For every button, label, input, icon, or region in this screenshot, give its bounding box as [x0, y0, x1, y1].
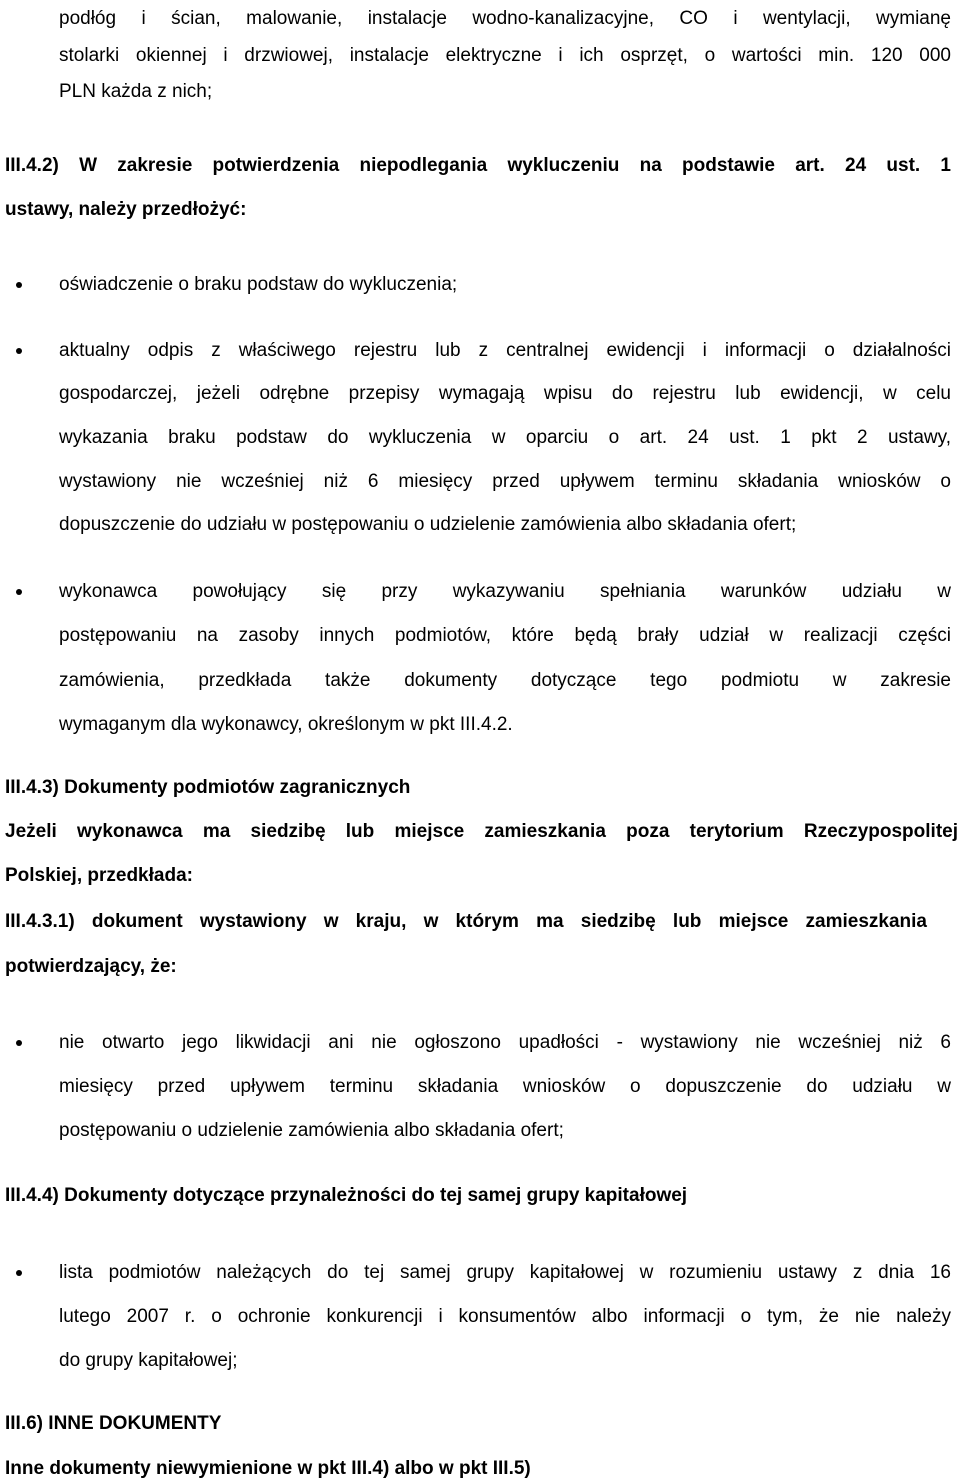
bullet-icon — [16, 1040, 22, 1046]
section-4-2-item-3-line-4: wymaganym dla wykonawcy, określonym w pkt III.4.2. — [59, 714, 513, 735]
section-4-2-item-3-line-1: wykonawca powołujący się przy wykazywaniu spełniania warunków udziału w — [59, 581, 951, 602]
section-4-2-item-2-line-1: aktualny odpis z właściwego rejestru lub z centralnej ewidencji i informacji o działalności — [59, 340, 951, 361]
section-4-2-item-2-line-3: wykazania braku podstaw do wykluczenia w oparciu o art. 24 ust. 1 pkt 2 ustawy, — [59, 427, 951, 448]
section-4-2-heading-line-1: III.4.2) W zakresie potwierdzenia niepodlegania wykluczeniu na podstawie art. 24 ust. 1 — [5, 155, 951, 176]
section-4-2-item-1-line-1: oświadczenie o braku podstaw do wykluczenia; — [59, 274, 458, 295]
bullet-icon — [16, 589, 22, 595]
bullet-icon — [16, 348, 22, 354]
section-4-2-heading-line-2: ustawy, należy przedłożyć: — [5, 199, 247, 220]
section-4-3-1-heading-line-2: potwierdzający, że: — [5, 956, 177, 977]
section-4-2-item-3-line-2: postępowaniu na zasoby innych podmiotów, które będą brały udział w realizacji części — [59, 625, 951, 646]
intro-line-2: stolarki okiennej i drzwiowej, instalacje elektryczne i ich osprzęt, o wartości min. 120 000 — [59, 45, 951, 66]
section-4-4-item-1-line-2: lutego 2007 r. o ochronie konkurencji i konsumentów albo informacji o tym, że nie należy — [59, 1306, 951, 1327]
bullet-icon — [16, 1270, 22, 1276]
section-6-heading: III.6) INNE DOKUMENTY — [5, 1413, 222, 1434]
section-4-3-1-heading-line-1: III.4.3.1) dokument wystawiony w kraju, w którym ma siedzibę lub miejsce zamieszkania — [5, 911, 927, 932]
section-4-2-item-3-line-3: zamówienia, przedkłada także dokumenty dotyczące tego podmiotu w zakresie — [59, 670, 951, 691]
section-4-4-item-1-line-1: lista podmiotów należących do tej samej grupy kapitałowej w rozumieniu ustawy z dnia 16 — [59, 1262, 951, 1283]
section-4-2-item-2-line-2: gospodarczej, jeżeli odrębne przepisy wymagają wpisu do rejestru lub ewidencji, w celu — [59, 383, 951, 404]
section-4-3-intro-line-1: Jeżeli wykonawca ma siedzibę lub miejsce zamieszkania poza terytorium Rzeczypospolitej — [5, 821, 958, 842]
section-4-3-item-1-line-3: postępowaniu o udzielenie zamówienia albo składania ofert; — [59, 1120, 564, 1141]
intro-line-1: podłóg i ścian, malowanie, instalacje wodno-kanalizacyjne, CO i wentylacji, wymianę — [59, 8, 951, 29]
section-4-3-heading: III.4.3) Dokumenty podmiotów zagranicznych — [5, 777, 411, 798]
section-4-3-intro-line-2: Polskiej, przedkłada: — [5, 865, 193, 886]
section-4-3-item-1-line-2: miesięcy przed upływem terminu składania wniosków o dopuszczenie do udziału w — [59, 1076, 951, 1097]
section-4-3-item-1-line-1: nie otwarto jego likwidacji ani nie ogłoszono upadłości - wystawiony nie wcześniej niż 6 — [59, 1032, 951, 1053]
intro-line-3: PLN każda z nich; — [59, 81, 213, 102]
section-6-sub-heading: Inne dokumenty niewymienione w pkt III.4) albo w pkt III.5) — [5, 1458, 531, 1479]
bullet-icon — [16, 282, 22, 288]
section-4-2-item-2-line-4: wystawiony nie wcześniej niż 6 miesięcy przed upływem terminu składania wniosków o — [59, 471, 951, 492]
section-4-4-item-1-line-3: do grupy kapitałowej; — [59, 1350, 238, 1371]
section-4-2-item-2-line-5: dopuszczenie do udziału w postępowaniu o udzielenie zamówienia albo składania ofert; — [59, 514, 797, 535]
section-4-4-heading: III.4.4) Dokumenty dotyczące przynależności do tej samej grupy kapitałowej — [5, 1185, 688, 1206]
